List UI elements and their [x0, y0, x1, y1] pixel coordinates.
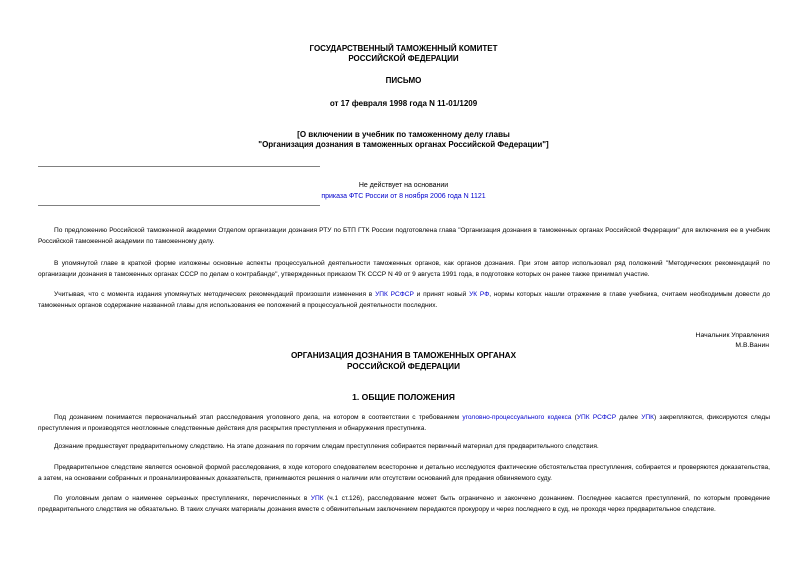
- upk-link[interactable]: УПК: [641, 414, 655, 421]
- upk-rsfsr-link-2[interactable]: УПК РСФСР: [576, 414, 617, 421]
- document-date-number: от 17 февраля 1998 года N 11-01/1209: [329, 99, 478, 108]
- document-subject: [0, 130, 807, 150]
- subject-line-1: [О включении в учебник по таможенному делу главы: [297, 130, 510, 139]
- agency-line-1: ГОСУДАРСТВЕННЫЙ ТАМОЖЕННЫЙ КОМИТЕТ: [309, 44, 498, 53]
- letter-paragraph-3: [38, 290, 770, 311]
- subject-line-2: "Организация дознания в таможенных органах Российской Федерации"]: [258, 140, 549, 149]
- chapter-p1-text-4: ) закрепляются, фиксируются следы преступления и производятся неотложные следственные действия для раскрытия преступления и обнаружения преступника.: [38, 414, 771, 432]
- status-order-link[interactable]: приказа ФТС России от 8 ноября 2006 года N 1121: [321, 193, 486, 200]
- signature-name: М.В.Ванин: [735, 342, 769, 349]
- letter-paragraph-2: В упомянутой главе в краткой форме изложены основные аспекты процессуальной деятельности таможенных органов, как органов дознания. При этом автор использовал ряд положений "Методических рекомендаций по организации дознания в таможенных органах СССР по делам о контрабанде", утвержденных приказом ТК СССР N 49 от 9 августа 1991 года, в подготовке которых он ранее также принимал участие.: [38, 260, 770, 278]
- status-notice: [0, 180, 807, 202]
- chapter-title: [0, 351, 807, 372]
- chapter-title-line-2: РОССИЙСКОЙ ФЕДЕРАЦИИ: [347, 361, 460, 371]
- divider-top: [38, 166, 320, 167]
- uk-rf-link[interactable]: УК РФ: [469, 291, 490, 298]
- agency-line-2: РОССИЙСКОЙ ФЕДЕРАЦИИ: [348, 54, 459, 63]
- criminal-procedure-code-link[interactable]: уголовно-процессуального кодекса: [462, 414, 572, 421]
- chapter-title-line-1: ОРГАНИЗАЦИЯ ДОЗНАНИЯ В ТАМОЖЕННЫХ ОРГАНАХ: [290, 351, 517, 360]
- chapter-p4-text-1: По уголовным делам о наименее серьезных преступлениях, перечисленных в: [54, 495, 311, 502]
- status-text: Не действует на основании: [358, 182, 449, 189]
- signature-block: [696, 331, 769, 351]
- divider-bottom: [38, 205, 320, 206]
- upk-link-2[interactable]: УПК: [310, 495, 324, 502]
- chapter-p4-text-2: (ч.1 ст.126), расследование может быть ограничено и закончено дознанием. Последнее касается преступлений, по которым проведение предварительного следствия не обязательно. В таких случаях материалы дознания вместе с обвинительным заключением передаются прокурору и через последнего в суд, не проходя через предварительное следствие.: [38, 495, 770, 513]
- chapter-paragraph-4: [38, 494, 770, 515]
- signature-position: Начальник Управления: [695, 332, 769, 339]
- letter-p3-text-1: Учитывая, что с момента издания упомянутых методических рекомендаций произошли изменения в: [54, 291, 376, 298]
- document-type: ПИСЬМО: [385, 76, 422, 85]
- chapter-p1-text-1: Под дознанием понимается первоначальный этап расследования уголовного дела, на котором в соответствии с требованием: [54, 414, 463, 421]
- chapter-p1-text-3: далее: [616, 414, 642, 421]
- chapter-p1-text-2: (: [571, 414, 577, 421]
- chapter-paragraph-1: [38, 413, 770, 434]
- document-header: [0, 44, 807, 64]
- upk-rsfsr-link[interactable]: УПК РСФСР: [375, 291, 414, 298]
- chapter-paragraph-2: Дознание предшествует предварительному следствию. На этапе дознания по горячим следам преступления собирается первичный материал для предварительного следствия.: [54, 443, 599, 450]
- letter-p3-text-3: , нормы которых нашли отражение в главе учебника, считаем необходимым довести до таможенных органов содержание названной главы для использования ее положений в процессуальной деятельности последних.: [38, 291, 771, 309]
- section-title: 1. ОБЩИЕ ПОЛОЖЕНИЯ: [352, 392, 455, 402]
- chapter-paragraph-3: Предварительное следствие является основной формой расследования, в ходе которого следователем всесторонне и детально исследуются фактические обстоятельства преступления, собирается и проверяются доказательства, а затем, на основании собранных и проанализированных доказательств, принимаются решения о наличии или отсутствии оснований для предания обвиняемого суду.: [38, 464, 770, 482]
- letter-p3-text-2: и принят новый: [413, 291, 470, 298]
- letter-paragraph-1: По предложению Российской таможенной академии Отделом организации дознания РТУ по БТП ГТК России подготовлена глава "Организация дознания в таможенных органах Российской Федерации" для включения ее в учебник Российской таможенной академии по таможенному делу.: [38, 227, 770, 245]
